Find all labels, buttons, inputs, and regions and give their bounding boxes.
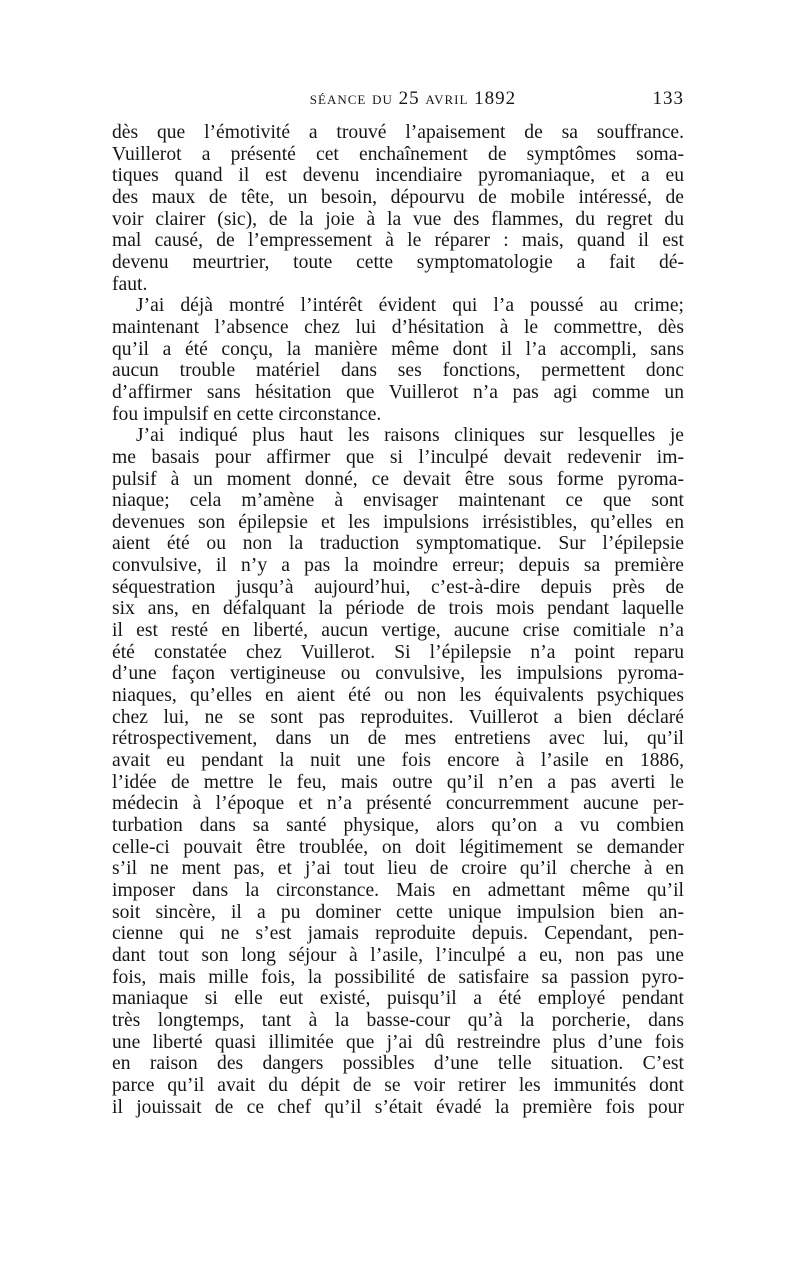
text-line: J’ai indiqué plus haut les raisons cliniques sur lesquelles je xyxy=(136,425,684,447)
text-line: dès que l’émotivité a trouvé l’apaisement de sa souffrance. xyxy=(112,122,684,143)
text-line: tiques quand il est devenu incendiaire pyromaniaque, et a eu xyxy=(112,165,684,187)
text-line: parce qu’il avait du dépit de se voir retirer les immunités dont xyxy=(112,1074,684,1096)
text-line: été constatée chez Vuillerot. Si l’épilepsie n’a point reparu xyxy=(112,641,684,663)
text-line: faut. xyxy=(112,273,148,295)
text-line: niaques, qu’elles en aient été ou non les équivalents psychiques xyxy=(112,685,684,707)
text-line: l’idée de mettre le feu, mais outre qu’il n’en a pas averti le xyxy=(112,771,684,793)
text-line: turbation dans sa santé physique, alors qu’on a vu combien xyxy=(112,815,684,836)
text-line: soit sincère, il a pu dominer cette unique impulsion bien an- xyxy=(112,901,684,923)
text-line: rétrospectivement, dans un de mes entretiens avec lui, qu’il xyxy=(112,728,684,750)
text-line: J’ai déjà montré l’intérêt évident qui l’a poussé au crime; xyxy=(136,295,684,317)
text-line: fou impulsif en cette circonstance. xyxy=(112,403,382,425)
text-line: maintenant l’absence chez lui d’hésitation à le commettre, dès xyxy=(112,316,684,338)
text-line: devenues son épilepsie et les impulsions irrésistibles, qu’elles en xyxy=(112,511,684,533)
text-line: en raison des dangers possibles d’une telle situation. C’est xyxy=(112,1053,684,1075)
text-line: convulsive, il n’y a pas la moindre erreur; depuis sa première xyxy=(112,555,684,577)
text-line: aient été ou non la traduction symptomatique. Sur l’épilepsie xyxy=(112,533,684,555)
text-line: il jouissait de ce chef qu’il s’était évadé la première fois pour xyxy=(112,1096,684,1118)
text-line: chez lui, ne se sont pas reproduites. Vuillerot a bien déclaré xyxy=(112,706,684,728)
book-page xyxy=(112,88,684,1118)
text-line: celle-ci pouvait être troublée, on doit légitimement se demander xyxy=(112,836,684,858)
text-line: Vuillerot a présenté cet enchaînement de symptômes soma- xyxy=(112,143,684,165)
text-line: d’une façon vertigineuse ou convulsive, les impulsions pyroma- xyxy=(112,663,684,685)
text-line: séquestration jusqu’à aujourd’hui, c’est-à-dire depuis près de xyxy=(112,576,684,598)
text-line: voir clairer (sic), de la joie à la vue des flammes, du regret du xyxy=(112,208,684,230)
running-title: séance du 25 avril 1892 xyxy=(309,88,517,109)
text-line: imposer dans la circonstance. Mais en admettant même qu’il xyxy=(112,879,684,901)
text-line: cienne qui ne s’est jamais reproduite depuis. Cependant, pen- xyxy=(112,923,684,945)
text-line: s’il ne ment pas, et j’ai tout lieu de croire qu’il cherche à en xyxy=(112,858,684,880)
text-line: maniaque si elle eut existé, puisqu’il a été employé pendant xyxy=(112,988,684,1010)
text-line: d’affirmer sans hésitation que Vuillerot n’a pas agi comme un xyxy=(112,381,684,403)
text-line: il est resté en liberté, aucun vertige, aucune crise comitiale n’a xyxy=(112,620,684,642)
running-header xyxy=(112,88,684,122)
text-line: qu’il a été conçu, la manière même dont il l’a accompli, sans xyxy=(112,338,684,360)
text-line: médecin à l’époque et n’a présenté concurremment aucune per- xyxy=(112,793,684,815)
text-line: une liberté quasi illimitée que j’ai dû restreindre plus d’une fois xyxy=(112,1031,684,1053)
body-text xyxy=(112,122,684,1118)
text-line: très longtemps, tant à la basse-cour qu’à la porcherie, dans xyxy=(112,1009,684,1031)
text-line: me basais pour affirmer que si l’inculpé devait redevenir im- xyxy=(112,446,684,468)
text-line: niaque; cela m’amène à envisager maintenant ce que sont xyxy=(112,490,684,512)
text-line: aucun trouble matériel dans ses fonctions, permettent donc xyxy=(112,360,684,382)
text-line: mal causé, de l’empressement à le réparer : mais, quand il est xyxy=(112,230,684,252)
text-line: pulsif à un moment donné, ce devait être sous forme pyroma- xyxy=(112,468,684,490)
text-line: devenu meurtrier, toute cette symptomatologie a fait dé- xyxy=(112,251,684,273)
text-line: avait eu pendant la nuit une fois encore à l’asile en 1886, xyxy=(112,750,684,772)
text-line: dant tout son long séjour à l’asile, l’inculpé a eu, non pas une xyxy=(112,944,684,966)
page-number: 133 xyxy=(652,88,684,109)
text-line: des maux de tête, un besoin, dépourvu de mobile intéressé, de xyxy=(112,186,684,208)
text-line: six ans, en défalquant la période de trois mois pendant laquelle xyxy=(112,598,684,620)
text-line: fois, mais mille fois, la possibilité de satisfaire sa passion pyro- xyxy=(112,966,684,988)
